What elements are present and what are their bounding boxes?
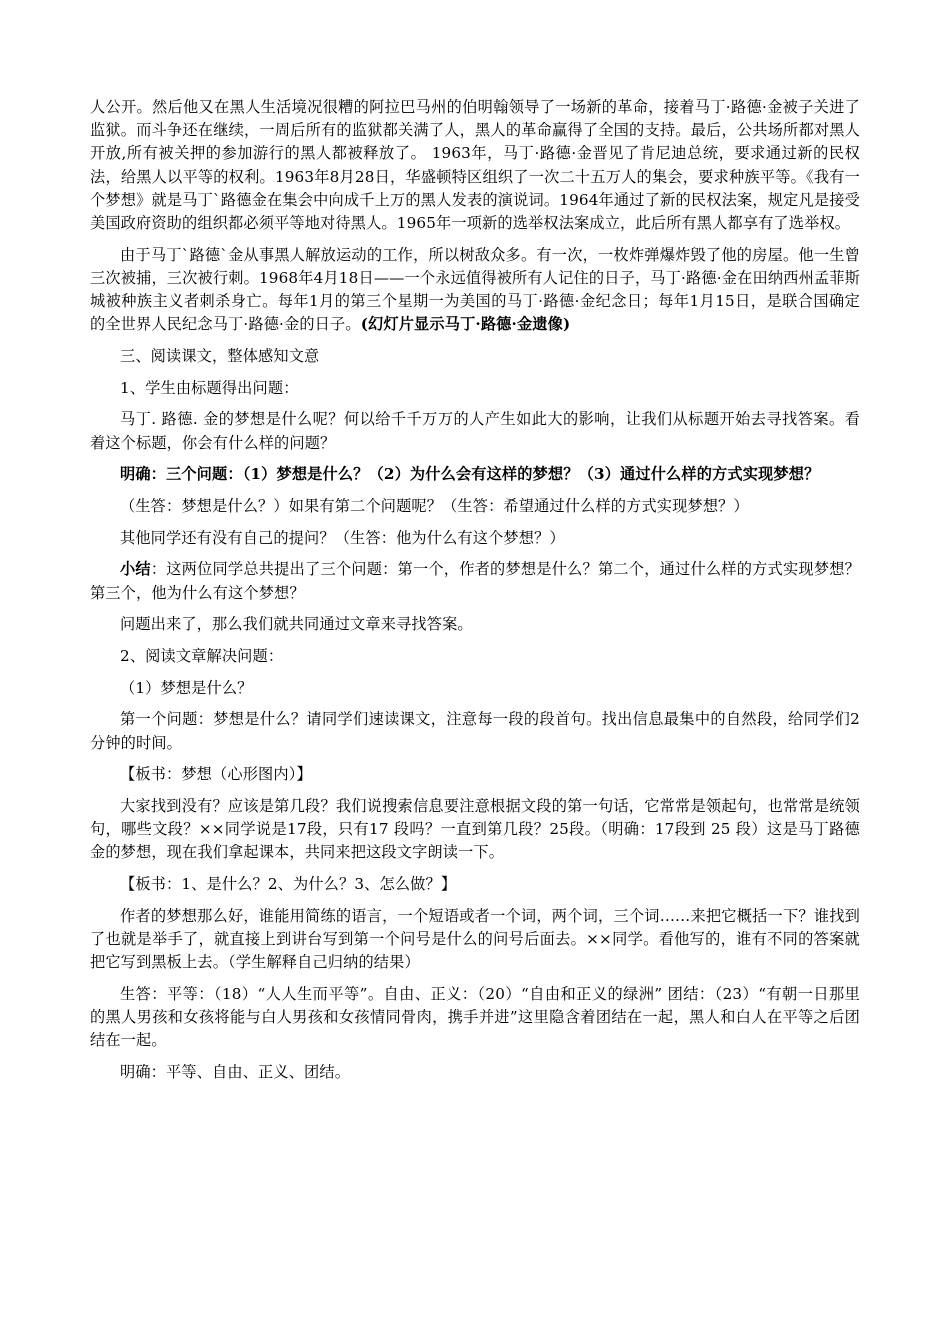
question-1-heading [90, 677, 860, 700]
student-answer-values [90, 983, 860, 1053]
student-answer-2 [90, 527, 860, 550]
paragraph-paragraph-search [90, 795, 860, 865]
paragraph-text: 生答：平等：（18）“人人生而平等”。自由、正义：（20）“自由和正义的绿洲” 团结：（23）“有朝一日那里的黑人男孩和女孩将能与白人男孩和女孩情同骨肉，携手并进”这里隐含着团结在一起，黑人和白人在平等之后团结在一起。 [90, 985, 860, 1050]
heading-text: 2、阅读文章解决问题： [120, 647, 284, 666]
paragraph-text: （生答：梦想是什么？）如果有第二个问题呢？（生答：希望通过什么样的方式实现梦想？） [120, 497, 749, 516]
section-heading-reading [90, 345, 860, 368]
paragraph-text: 由于马丁`路德`金从事黑人解放运动的工作，所以树敌众多。有一次，一枚炸弹爆炸毁了他的房屋。他一生曾三次被捕，三次被行刺。1968年4月18日——一个永远值得被所有人记住的日子，马丁·路德·金在田纳西州孟菲斯城被种族主义者刺杀身亡。每年1月的第三个星期一为美国的马丁·路德·金纪念日；每年1月15日，是联合国确定的全世界人民纪念马丁·路德·金的日子。 [90, 245, 860, 334]
board-note-dream [90, 763, 860, 786]
paragraph-text: 马丁. 路德. 金的梦想是什么呢？何以给千千万万的人产生如此大的影响，让我们从标题开始去寻找答案。看着这个标题，你会有什么样的问题？ [90, 410, 860, 452]
board-note-questions [90, 873, 860, 896]
paragraph-title-question [90, 408, 860, 454]
paragraph-text: 人公开。然后他又在黑人生活境况很糟的阿拉巴马州的伯明翰领导了一场新的革命，接着马丁·路德·金被子关进了监狱。而斗争还在继续，一周后所有的监狱都关满了人，黑人的革命赢得了全国的支持。最后，公共场所都对黑人开放,所有被关押的参加游行的黑人都被释放了。 1963年，马丁·路德·金晋见了肯尼迪总统，要求通过新的民权法，给黑人以平等的权利。1963年8月28日，华盛顿特区组织了一次二十五万人的集会，要求种族平等。《我有一个梦想》就是马丁`路德金在集会中向成千上万的黑人发表的演说词。1964年通过了新的民权法案，规定凡是接受美国政府资助的组织都必须平等地对待黑人。1965年一项新的选举权法案成立，此后所有黑人都享有了选举权。 [90, 98, 860, 233]
paragraph-history-continued [90, 96, 860, 235]
paragraph-summarize [90, 905, 860, 975]
paragraph-first-question [90, 708, 860, 754]
student-answer-1 [90, 495, 860, 518]
document-page [90, 96, 860, 1084]
paragraph-text: 【板书：1、是什么？2、为什么？3、怎么做？】 [120, 875, 457, 894]
paragraph-text: 其他同学还有没有自己的提问？（生答：他为什么有这个梦想？） [120, 528, 565, 547]
paragraph-text: 作者的梦想那么好，谁能用简练的语言，一个短语或者一个词，两个词，三个词……来把它概括一下？谁找到了也就是举手了，就直接上到讲台写到第一个问号是什么的问号后面去。××同学。看他写的，谁有不同的答案就把它写到黑板上去。（学生解释自己归纳的结果） [90, 906, 860, 972]
step-2-heading [90, 645, 860, 668]
heading-text: 1、学生由标题得出问题： [120, 378, 299, 397]
summary-label: 小结 [120, 560, 151, 579]
paragraph-assassination [90, 244, 860, 337]
paragraph-text: 大家找到没有？应该是第几段？我们说搜索信息要注意根据文段的第一句话，它常常是领起句，也常常是统领句，哪些文段？××同学说是17段，只有17 段吗？一直到第几段？25段。（明确：17段到 25 段）这是马丁路德金的梦想，现在我们拿起课本，共同来把这段文字朗读一下。 [90, 797, 860, 862]
paragraph-text: 【板书：梦想（心形图内）】 [120, 765, 312, 784]
clarification-three-questions [90, 463, 860, 486]
paragraph-text: ：这两位同学总共提出了三个问题：第一个，作者的梦想是什么？第二个，通过什么样的方式实现梦想？第三个，他为什么有这个梦想？ [90, 560, 860, 602]
paragraph-find-answers [90, 613, 860, 636]
clarification-values [90, 1061, 860, 1084]
heading-text: 三、阅读课文，整体感知文意 [120, 347, 320, 366]
paragraph-text: 第一个问题：梦想是什么？请同学们速读课文，注意每一段的段首句。找出信息最集中的自然段，给同学们2分钟的时间。 [90, 710, 860, 752]
paragraph-text: 问题出来了，那么我们就共同通过文章来寻找答案。 [120, 615, 473, 634]
paragraph-text: 明确：三个问题：（1）梦想是什么？（2）为什么会有这样的梦想？（3）通过什么样的方式实现梦想？ [120, 465, 820, 484]
slide-note: (幻灯片显示马丁·路德·金遗像) [360, 315, 571, 334]
summary-paragraph [90, 558, 860, 604]
heading-text: （1）梦想是什么？ [120, 678, 253, 697]
paragraph-text: 明确：平等、自由、正义、团结。 [120, 1063, 351, 1082]
step-1-heading [90, 377, 860, 400]
